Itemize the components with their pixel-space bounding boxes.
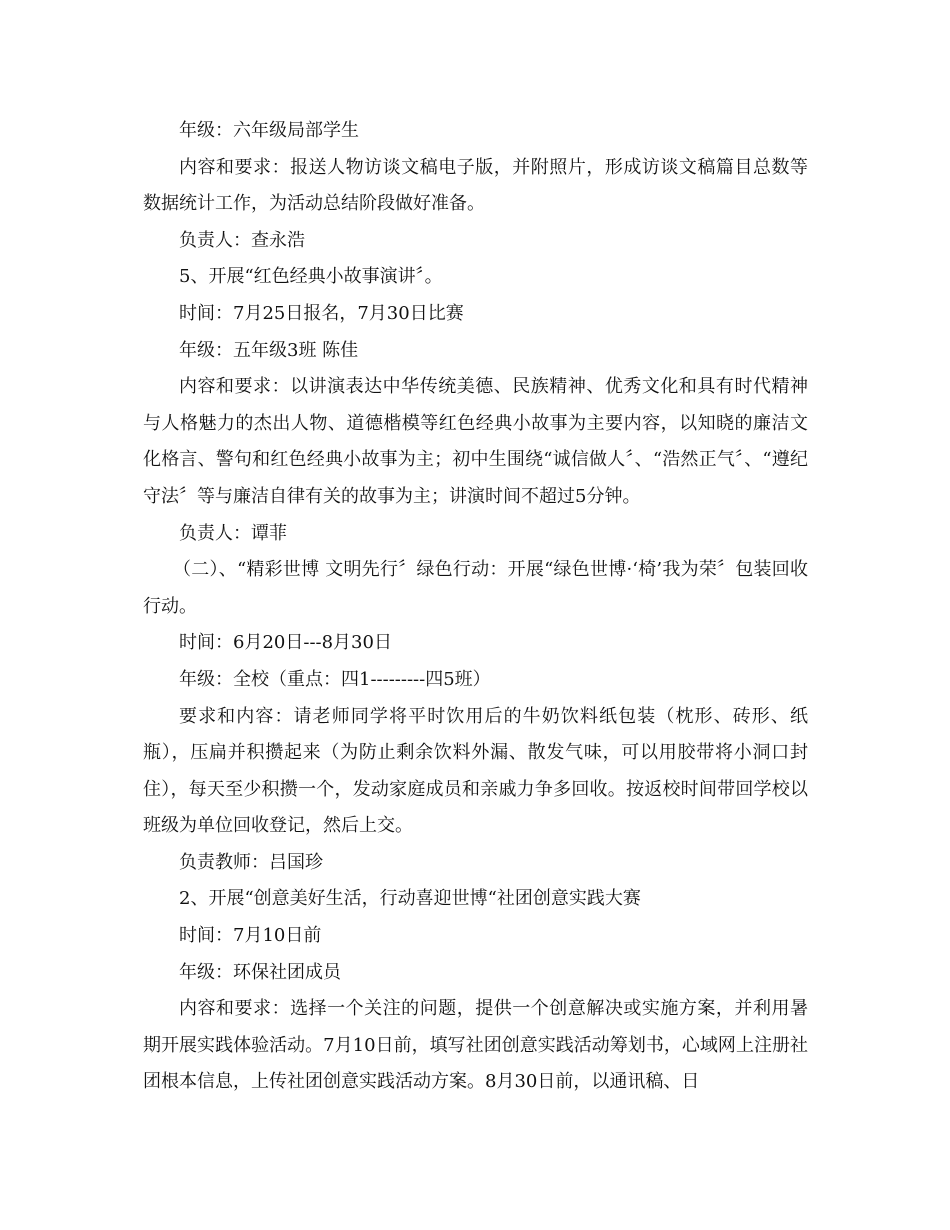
paragraph-recycling-teacher: 负责教师：吕国珍 bbox=[179, 851, 323, 873]
paragraph-speech-time: 时间：7月25日报名，7月30日比赛 bbox=[179, 302, 464, 324]
paragraph-creative-requirements: 内容和要求：选择一个关注的问题，提供一个创意解决或实施方案，并利用暑期开展实践体验活动。7月10日前，填写社团创意实践活动筹划书，心域网上注册社团根本信息，上传社团创意实践活动方案。8月30日前，以通讯稿、日 bbox=[143, 998, 808, 1093]
document-body bbox=[143, 113, 808, 1101]
paragraph-grade-6: 年级：六年级局部学生 bbox=[179, 120, 359, 141]
paragraph-speech-requirements: 内容和要求：以讲演表达中华传统美德、民族精神、优秀文化和具有时代精神与人格魅力的杰出人物、道德楷模等红色经典小故事为主要内容，以知晓的廉洁文化格言、警句和红色经典小故事为主；初中生围绕“诚信做人〞、“浩然正气〞、“遵纪守法〞等与廉洁自律有关的故事为主；讲演时间不超过5分钟。 bbox=[143, 376, 808, 507]
paragraph-recycling-grade: 年级：全校（重点：四1---------四5班） bbox=[179, 668, 491, 690]
paragraph-section-two-heading: （二）、“精彩世博 文明先行〞绿色行动：开展“绿色世博·‘椅’我为荣〞包装回收行动。 bbox=[143, 559, 808, 617]
paragraph-creative-grade: 年级：环保社团成员 bbox=[179, 961, 341, 983]
paragraph-interview-requirements: 内容和要求：报送人物访谈文稿电子版，并附照片，形成访谈文稿篇目总数等数据统计工作，为活动总结阶段做好准备。 bbox=[143, 156, 808, 215]
paragraph-speech-owner: 负责人：谭菲 bbox=[179, 522, 287, 544]
paragraph-recycling-time: 时间：6月20日---8月30日 bbox=[179, 632, 392, 654]
paragraph-speech-heading: 5、开展“红色经典小故事演讲〞。 bbox=[179, 266, 443, 288]
paragraph-interview-owner: 负责人：查永浩 bbox=[179, 229, 305, 251]
paragraph-speech-grade: 年级：五年级3班 陈佳 bbox=[179, 339, 359, 361]
paragraph-recycling-requirements: 要求和内容：请老师同学将平时饮用后的牛奶饮料纸包装（枕形、砖形、纸瓶），压扁并积攒起来（为防止剩余饮料外漏、散发气味，可以用胶带将小洞口封住），每天至少积攒一个，发动家庭成员和亲戚力争多回收。按返校时间带回学校以班级为单位回收登记，然后上交。 bbox=[143, 705, 808, 837]
paragraph-creative-heading: 2、开展“创意美好生活，行动喜迎世博“社团创意实践大赛 bbox=[179, 888, 641, 910]
paragraph-creative-time: 时间：7月10日前 bbox=[179, 925, 322, 947]
